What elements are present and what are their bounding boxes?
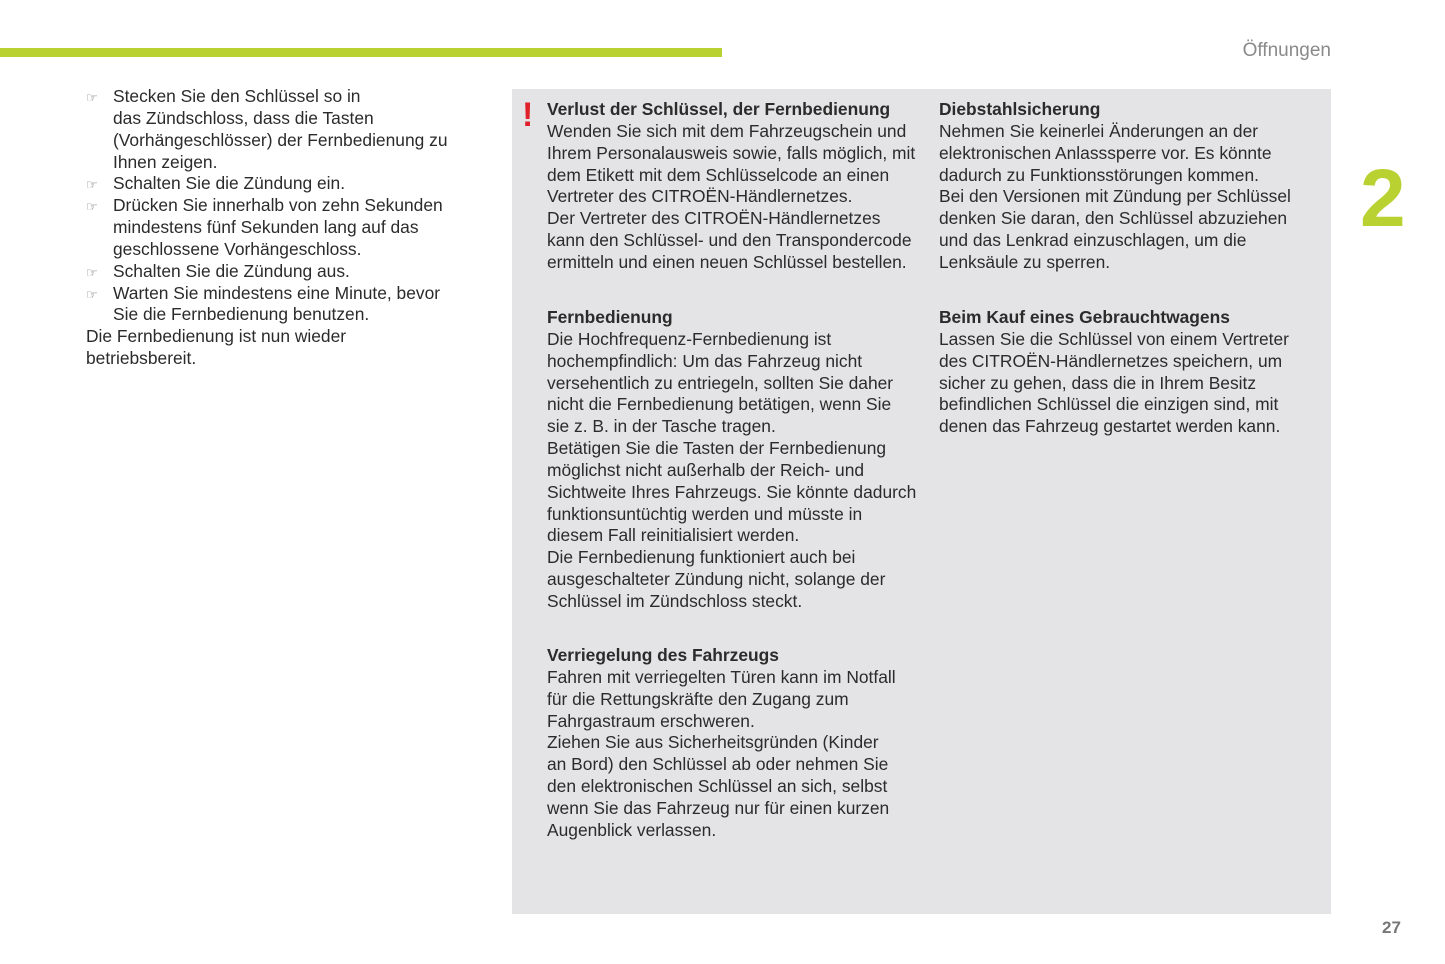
text-block (113, 195, 448, 261)
text-line: funktionsuntüchtig werden und müsste in (547, 503, 863, 524)
text-line: Lenksäule zu sperren. (939, 251, 1111, 272)
text-line: Ziehen Sie aus Sicherheitsgründen (Kinder (547, 732, 879, 753)
text-line: Schalten Sie die Zündung ein. (113, 173, 346, 194)
text-block (939, 329, 1289, 438)
text-line: des CITROËN-Händlernetzes speichern, um (939, 350, 1283, 371)
text-line: kann den Schlüssel- und den Transpondercode (547, 230, 912, 251)
text-block (113, 173, 448, 195)
step-item (86, 173, 448, 195)
text-line: Drücken Sie innerhalb von zehn Sekunden (113, 195, 443, 216)
step-item (86, 283, 448, 327)
accent-bar (0, 48, 722, 57)
hand-pointer-icon: ☞ (86, 286, 98, 302)
hand-pointer-icon: ☞ (86, 264, 98, 280)
text-block (113, 261, 448, 283)
text-line: für die Rettungskräfte den Zugang zum (547, 688, 849, 709)
section-key-loss (547, 99, 915, 274)
section-remote (547, 307, 916, 613)
text-line: Die Hochfrequenz-Fernbedienung ist (547, 328, 832, 349)
text-line: Betätigen Sie die Tasten der Fernbedienung (547, 438, 887, 459)
text-line: Ihnen zeigen. (113, 151, 218, 172)
text-line: (Vorhängeschlösser) der Fernbedienung zu (113, 129, 448, 150)
section-heading: Beim Kauf eines Gebrauchtwagens (939, 307, 1230, 327)
text-line: nicht die Fernbedienung betätigen, wenn Sie (547, 394, 892, 415)
text-line: wenn Sie das Fahrzeug nur für einen kurzen (547, 797, 890, 818)
text-line: dem Etikett mit dem Schlüsselcode an einen (547, 164, 890, 185)
text-line: Schalten Sie die Zündung aus. (113, 260, 350, 281)
text-line: Fahren mit verriegelten Türen kann im Notfall (547, 666, 896, 687)
text-line: und das Lenkrad einzuschlagen, um die (939, 230, 1247, 251)
text-line: Ihrem Personalausweis sowie, falls möglich, mit (547, 142, 916, 163)
text-line: hochempfindlich: Um das Fahrzeug nicht (547, 350, 863, 371)
text-block (547, 329, 916, 613)
text-line: Vertreter des CITROËN-Händlernetzes. (547, 186, 853, 207)
closing-text (86, 326, 448, 370)
hand-pointer-icon: ☞ (86, 90, 98, 105)
text-line: an Bord) den Schlüssel ab oder nehmen Sie (547, 754, 889, 775)
text-block (547, 121, 915, 274)
section-title: Öffnungen (1242, 40, 1331, 61)
text-line: Warten Sie mindestens eine Minute, bevor (113, 282, 441, 303)
text-line: versehentlich zu entriegeln, sollten Sie daher (547, 372, 894, 393)
text-line: denken Sie daran, den Schlüssel abzuziehen (939, 208, 1288, 229)
text-line: Augenblick verlassen. (547, 819, 717, 840)
text-line: betriebsbereit. (86, 348, 197, 369)
chapter-number: 2 (1360, 153, 1406, 244)
text-line: diesem Fall reinitialisiert werden. (547, 525, 800, 546)
text-line: sie z. B. in der Tasche tragen. (547, 416, 776, 437)
text-line: Nehmen Sie keinerlei Änderungen an der (939, 120, 1259, 141)
text-line: Fahrgastraum erschweren. (547, 710, 755, 731)
hand-pointer-icon: ☞ (86, 177, 98, 193)
text-line: Sie die Fernbedienung benutzen. (113, 304, 370, 325)
text-line: Schlüssel im Zündschloss steckt. (547, 590, 803, 611)
text-line: Die Fernbedienung ist nun wieder (86, 326, 347, 347)
text-line: ausgeschalteter Zündung nicht, solange der (547, 569, 886, 590)
text-line: Der Vertreter des CITROËN-Händlernetzes (547, 208, 881, 229)
text-block (113, 283, 448, 327)
text-line: Bei den Versionen mit Zündung per Schlüssel (939, 186, 1291, 207)
text-line: geschlossene Vorhängeschloss. (113, 238, 362, 259)
section-heading: Fernbedienung (547, 307, 673, 327)
instruction-list (86, 86, 448, 370)
text-line: sicher zu gehen, dass die in Ihrem Besitz (939, 372, 1257, 393)
step-item (86, 86, 448, 173)
text-line: das Zündschloss, dass die Tasten (113, 107, 374, 128)
text-line: Wenden Sie sich mit dem Fahrzeugschein und (547, 120, 907, 141)
text-line: Die Fernbedienung funktioniert auch bei (547, 547, 856, 568)
text-block (939, 121, 1291, 274)
text-block (547, 667, 896, 842)
text-line: mindestens fünf Sekunden lang auf das (113, 217, 419, 238)
page-number: 27 (1382, 918, 1401, 937)
text-line: Stecken Sie den Schlüssel so in (113, 86, 361, 106)
text-line: Sichtweite Ihres Fahrzeugs. Sie könnte dadurch (547, 481, 917, 502)
hand-pointer-icon: ☞ (86, 199, 98, 215)
section-heading: Diebstahlsicherung (939, 99, 1101, 119)
exclamation-icon: ! (522, 96, 534, 134)
text-line: denen das Fahrzeug gestartet werden kann. (939, 416, 1281, 437)
text-line: ermitteln und einen neuen Schlüssel bestellen. (547, 251, 907, 272)
section-anti-theft (939, 99, 1291, 274)
section-locking (547, 645, 896, 842)
text-block (113, 86, 448, 173)
section-heading: Verriegelung des Fahrzeugs (547, 645, 779, 665)
section-used-car (939, 307, 1289, 438)
text-line: befindlichen Schlüssel die einzigen sind, mit (939, 394, 1279, 415)
text-line: dadurch zu Funktionsstörungen kommen. (939, 164, 1259, 185)
step-item (86, 195, 448, 261)
step-item (86, 261, 448, 283)
section-heading: Verlust der Schlüssel, der Fernbedienung (547, 99, 891, 119)
text-line: Lassen Sie die Schlüssel von einem Vertreter (939, 328, 1289, 349)
text-line: elektronischen Anlasssperre vor. Es könnte (939, 142, 1272, 163)
text-line: den elektronischen Schlüssel an sich, selbst (547, 776, 888, 797)
text-line: möglichst nicht außerhalb der Reich- und (547, 459, 865, 480)
